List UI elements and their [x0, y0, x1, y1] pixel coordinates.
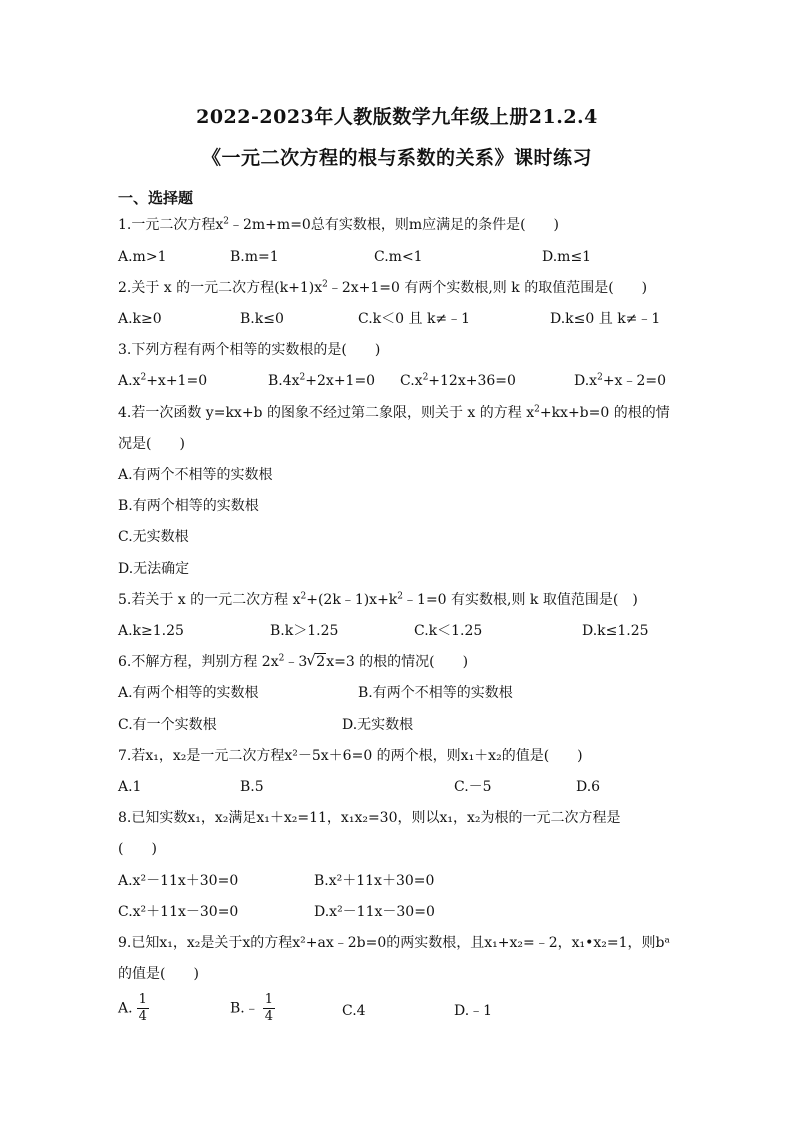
question-7-option-a: A.1: [118, 779, 142, 795]
question-3-option-d: $D.x^2+x﹣2=0$: [574, 372, 666, 389]
question-5-option-a: A.k≥1.25: [118, 623, 184, 639]
question-6-option-c: C.有一个实数根: [118, 717, 217, 733]
question-9-option-c: C.4: [342, 1003, 366, 1019]
question-3-option-b: $B.4x^2+2x+1=0$: [268, 372, 376, 389]
question-2-option-d: D.k≤0 且 k≠﹣1: [550, 311, 661, 327]
question-2-stem: 2.关于 x 的一元二次方程$(k+1)x^2﹣2x+1=0$ 有两个实数根,则 k 的取值范围是( ): [118, 279, 648, 296]
question-6-option-a: A.有两个相等的实数根: [118, 685, 259, 701]
question-4-option-b: B.有两个相等的实数根: [118, 498, 259, 514]
fraction: $\frac{1}{4}$: [138, 992, 147, 1024]
question-8-option-d: D.x²－11x－30=0: [314, 904, 435, 920]
question-4-option-c: C.无实数根: [118, 529, 189, 545]
section-heading: 一、选择题: [118, 189, 194, 207]
question-9-option-b: B.﹣ $\frac{1}{4}$: [230, 992, 274, 1024]
question-7-stem: 7.若x₁，x₂是一元二次方程x²－5x＋6=0 的两个根，则x₁＋x₂的值是( ): [118, 748, 583, 764]
question-8-option-a: A.x²－11x＋30=0: [118, 873, 239, 889]
page-subtitle: 《一元二次方程的根与系数的关系》课时练习: [201, 147, 592, 169]
question-2-option-c: C.k＜0 且 k≠﹣1: [358, 311, 471, 327]
question-4-option-a: A.有两个不相等的实数根: [118, 467, 273, 483]
question-8-stem-cont: ( ): [118, 841, 157, 857]
question-7-option-c: C.－5: [454, 779, 492, 795]
question-4-stem: 4.若一次函数 y=kx+b 的图象不经过第二象限，则关于 x 的方程 $x^2+kx+b=0$ 的根的情: [118, 404, 670, 421]
question-5-option-d: D.k≤1.25: [582, 623, 649, 639]
question-2-option-b: B.k≤0: [240, 311, 284, 327]
question-9-option-d: D.﹣1: [454, 1003, 493, 1019]
question-4-option-d: D.无法确定: [118, 561, 190, 577]
question-9-stem: 9.已知x₁，x₂是关于x的方程x²+ax﹣2b=0的两实数根，且x₁+x₂=﹣2，x₁•x₂=1，则bᵃ: [118, 935, 670, 951]
question-8-option-c: C.x²＋11x－30=0: [118, 904, 239, 920]
question-2-option-a: A.k≥0: [118, 311, 162, 327]
question-4-stem-cont: 况是( ): [118, 436, 185, 452]
question-6-option-d: D.无实数根: [342, 717, 414, 733]
question-1-option-b: B.m=1: [230, 249, 279, 265]
question-8-stem: 8.已知实数x₁，x₂满足x₁＋x₂=11，x₁x₂=30，则以x₁，x₂为根的一元二次方程是: [118, 810, 621, 826]
question-6-option-b: B.有两个不相等的实数根: [358, 685, 513, 701]
page-title: 2022-2023年人教版数学九年级上册21.2.4: [196, 106, 598, 128]
question-7-option-d: D.6: [576, 779, 601, 795]
question-9-stem-cont: 的值是( ): [118, 966, 199, 982]
question-1-stem: 1.一元二次方程$x^2﹣2m+m=0$总有实数根，则m应满足的条件是( ): [118, 216, 560, 233]
question-6-stem: 6.不解方程，判别方程 $2x^2﹣3√$ 2x=3 的根的情况( ): [118, 652, 468, 672]
question-5-option-b: B.k＞1.25: [270, 623, 339, 639]
question-5-stem: 5.若关于 x 的一元二次方程 $x^2+(2k﹣1)x+k^2﹣1=0$ 有实数根,则 k 取值范围是( ): [118, 591, 638, 608]
question-1-option-c: C.m<1: [374, 249, 423, 265]
question-3-stem: 3.下列方程有两个相等的实数根的是( ): [118, 342, 381, 358]
question-8-option-b: B.x²＋11x＋30=0: [314, 873, 435, 889]
question-1-option-a: A.m>1: [118, 249, 167, 265]
question-1-option-d: D.m≤1: [542, 249, 592, 265]
question-3-option-c: $C.x^2+12x+36=0$: [400, 372, 516, 389]
question-9-option-a: A. $\frac{1}{4}$: [118, 992, 147, 1024]
fraction: $\frac{1}{4}$: [264, 992, 274, 1024]
question-3-option-a: $A.x^2+x+1=0$: [118, 372, 208, 389]
sqrt-symbol: √ 2: [307, 652, 326, 672]
question-5-option-c: C.k＜1.25: [414, 623, 483, 639]
question-7-option-b: B.5: [240, 779, 264, 795]
